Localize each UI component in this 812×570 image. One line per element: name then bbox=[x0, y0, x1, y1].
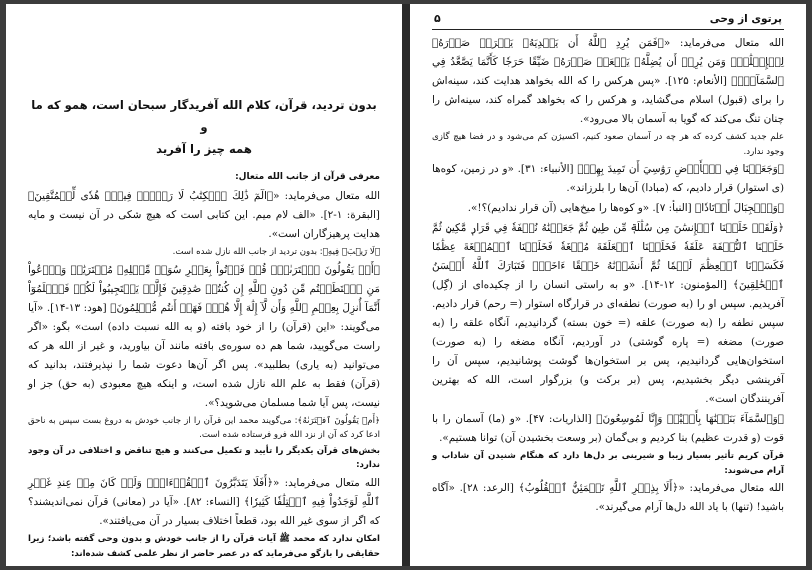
bold-paragraph: بخش‌های قرآن یکدیگر را تأیید و تکمیل می‌کنند و هیچ تناقض و اختلافی در آن وجود ندارد: bbox=[28, 445, 380, 471]
left-page bbox=[6, 4, 402, 566]
section-subtitle: معرفی قرآن از جانب الله متعال: bbox=[235, 172, 380, 182]
chapter-title-line-1: بدون تردید، قرآن، کلام الله آفریدگار سبحان است، همو که ما و bbox=[31, 98, 377, 134]
paragraph: ﴿وَجَعَلۡنَا فِي ٱلۡأَرۡضِ رَوَٰسِيَ أَن تَمِيدَ بِهِمۡ﴾ [الأنبياء: ۳۱]. «و در زمین، کوه‌ها (ی استوار) قرار دادیم، که (مبادا) آن‌ها را بلرزاند». bbox=[432, 163, 784, 195]
bold-paragraph: امکان ندارد که محمد ﷺ آیات قرآن را از جانب خودش و بدون وحی گفته باشد؛ زیرا حقایقی را بازگو می‌فرماید که در عصر حاضر از نظر علمی کشف شده‌اند: bbox=[28, 533, 380, 559]
paragraph: ﴿لَا رَيۡبَۛ فِيهِ﴾: بدون تردید از جانب الله نازل شده است. bbox=[172, 247, 380, 257]
book-gutter bbox=[402, 4, 410, 566]
paragraph: ﴿أَمۡ يَقُولُونَ ٱفۡتَرَىٰهُ﴾: می‌گویند محمد این قرآن را از جانب خودش به دروغ بست سپس به ناحق ادعا کرد که آن از نزد الله فرو فرستاده شده است. bbox=[28, 415, 380, 441]
paragraph: ﴿وَٱلۡجِبَالَ أَوۡتَادٗا﴾ [النبأ: ۷]. «و کوه‌ها را میخ‌هایی (آن قرار ندادیم)؟!». bbox=[467, 202, 784, 215]
paragraph: ﴿وَٱلسَّمَآءَ بَنَيۡنَٰهَا بِأَيۡيْدٖ وَإِنَّا لَمُوسِعُونَ﴾ [الذاريات: ۴۷]. «و (ما) آسمان را با قوت (و قدرت عظیم) بنا کردیم و بی‌گمان (بر وسعت بخشیدن آن) توانا هستیم». bbox=[432, 413, 784, 445]
paragraph: الله متعال می‌فرماید: «﴿الٓمٓ ذَٰلِكَ ٱلۡكِتَٰبُ لَا رَيۡبَۛ فِيهِۛ هُدٗى لِّلۡمُتَّقِينَ﴾ [البقرة: ۱-۲]. «الف لام میم. این کتابی است که هیچ شکی در آن نیست و مایه هدایت پرهیزگاران است». bbox=[28, 190, 380, 240]
chapter-title-line-2: همه چیز را آفرید bbox=[156, 142, 252, 156]
page-number: ۵ bbox=[434, 12, 441, 25]
paragraph: الله متعال می‌فرماید: «﴿أَلَا بِذِكۡرِ ٱللَّهِ تَطۡمَئِنُّ ٱلۡقُلُوبُ﴾ [الرعد: ۲۸]. «آگاه باشید! (تنها) با یاد الله دل‌ها آرام می‌گیرند». bbox=[432, 482, 784, 514]
bold-paragraph: قرآن کریم تأثیر بسیار زیبا و شیرینی بر دل‌ها دارد که هنگام شنیدن آن شاداب و آرام می‌شوند: bbox=[432, 451, 784, 476]
chapter-title bbox=[28, 94, 380, 160]
paragraph: الله متعال می‌فرماید: «﴿فَمَن يُرِدِ ٱللَّهُ أَن يَهۡدِيَهُۥ يَشۡرَحۡ صَدۡرَهُۥ لِلۡإِسۡلَٰمِۖ وَمَن يُرِدۡ أَن يُضِلَّهُۥ يَجۡعَلۡ صَدۡرَهُۥ ضَيِّقًا حَرَجٗا كَأَنَّمَا يَصَّعَّدُ فِي ٱلسَّمَآءِۚ﴾ [الأنعام: ۱۲۵]. «پس هرکس را که الله بخواهد هدایت کند، سینه‌اش را برای (قبول) اسلام می‌گشاید، و هرکس را که بخواهد گمراه کند، سینه‌اش را چنان تنگ می‌کند که گویا به آسمان بالا می‌رود». bbox=[432, 37, 784, 125]
paragraph: ﴿وَلَقَدۡ خَلَقۡنَا ٱلۡإِنسَٰنَ مِن سُلَٰلَةٖ مِّن طِينٖ ثُمَّ جَعَلۡنَٰهُ نُطۡفَةٗ فِي قَرَارٖ مَّكِينٖ ثُمَّ خَلَقۡنَا ٱلنُّطۡفَةَ عَلَقَةٗ فَخَلَقۡنَا ٱلۡعَلَقَةَ مُضۡغَةٗ فَخَلَقۡنَا ٱلۡمُضۡغَةَ عِظَٰمٗا فَكَسَوۡنَا ٱلۡعِظَٰمَ لَحۡمٗا ثُمَّ أَنشَأۡنَٰهُ خَلۡقًا ءَاخَرَۚ فَتَبَارَكَ ٱللَّهُ أَحۡسَنُ ٱلۡخَٰلِقِينَ﴾ [المؤمنون: ۱۲-۱۴]. «و به راستی انسان را از چکیده‌ای از (گِل) آفریدیم. سپس او را (به صورت) نطفه‌ای در قرارگاه استوار (= رحم) قرار دادیم. سپس نطفه را (به صورت) علقه (= خون بسته) گردانیدیم، آنگاه علقه را (به صورت) مضغه (= پاره گوشتی) در آوردیم، آنگاه مضغه را (به صورت) استخوان‌هایی گردانیدیم، پس بر استخوان‌ها گوشت پوشانیدیم، سپس آن را آفرینشی دیگر بخشیدیم، پس (بر برکت و) بزرگوار است، الله که بهترین آفرینندگان است». bbox=[432, 222, 784, 406]
page-header bbox=[432, 12, 784, 30]
paragraph: الله متعال می‌فرماید: «﴿أَفَلَا يَتَدَبَّرُونَ ٱلۡقُرۡءَانَۚ وَلَوۡ كَانَ مِنۡ عِندِ غَيۡرِ ٱللَّهِ لَوَجَدُواْ فِيهِ ٱخۡتِلَٰفٗا كَثِيرٗا﴾ [النساء: ۸۲]. «آیا در (معانی) قرآن نمی‌اندیشند؟ که اگر از سوی غیر الله بود، قطعاً اختلاف بسیار در آن می‌یافتند». bbox=[28, 476, 381, 527]
running-header-title: پرتوی از وحی bbox=[709, 13, 782, 25]
paragraph: علم جدید کشف کرده که هر چه در آسمان صعود کنیم، اکسیژن کم می‌شود و در فضا هیچ گازی وجود ندارد. bbox=[432, 132, 784, 157]
paragraph: ﴿أَمۡ يَقُولُونَ ٱفۡتَرَىٰهُۖ قُلۡ فَأۡتُواْ بِعَشۡرِ سُوَرٖ مِّثۡلِهِۦ مُفۡتَرَيَٰتٖ وَٱدۡعُواْ مَنِ ٱسۡتَطَعۡتُم مِّن دُونِ ٱللَّهِ إِن كُنتُمۡ صَٰدِقِينَ فَإِلَّمۡ يَسۡتَجِيبُواْ لَكُمۡ فَٱعۡلَمُوٓاْ أَنَّمَآ أُنزِلَ بِعِلۡمِ ٱللَّهِ وَأَن لَّآ إِلَٰهَ إِلَّا هُوَۖ فَهَلۡ أَنتُم مُّسۡلِمُونَ﴾ [هود: ۱۳-۱۴]. «آیا می‌گویند: «این (قرآن) را از خود بافته (و به الله نسبت داده) است» بگو: «اگر راست می‌گویید، شما هم ده سوره‌ی بافته مانند آن بیاورید، و غیر از الله هر که می‌توانید (به یاری) بطلبید». پس اگر آن‌ها دعوت شما را نپذیرفتند، بدانید که (قرآن) فقط به علم الله نازل شده است، و اینکه هیچ معبودی (به حق) جز او نیست، پس آیا شما مسلمان می‌شوید؟». bbox=[28, 263, 380, 409]
right-page bbox=[410, 4, 806, 566]
